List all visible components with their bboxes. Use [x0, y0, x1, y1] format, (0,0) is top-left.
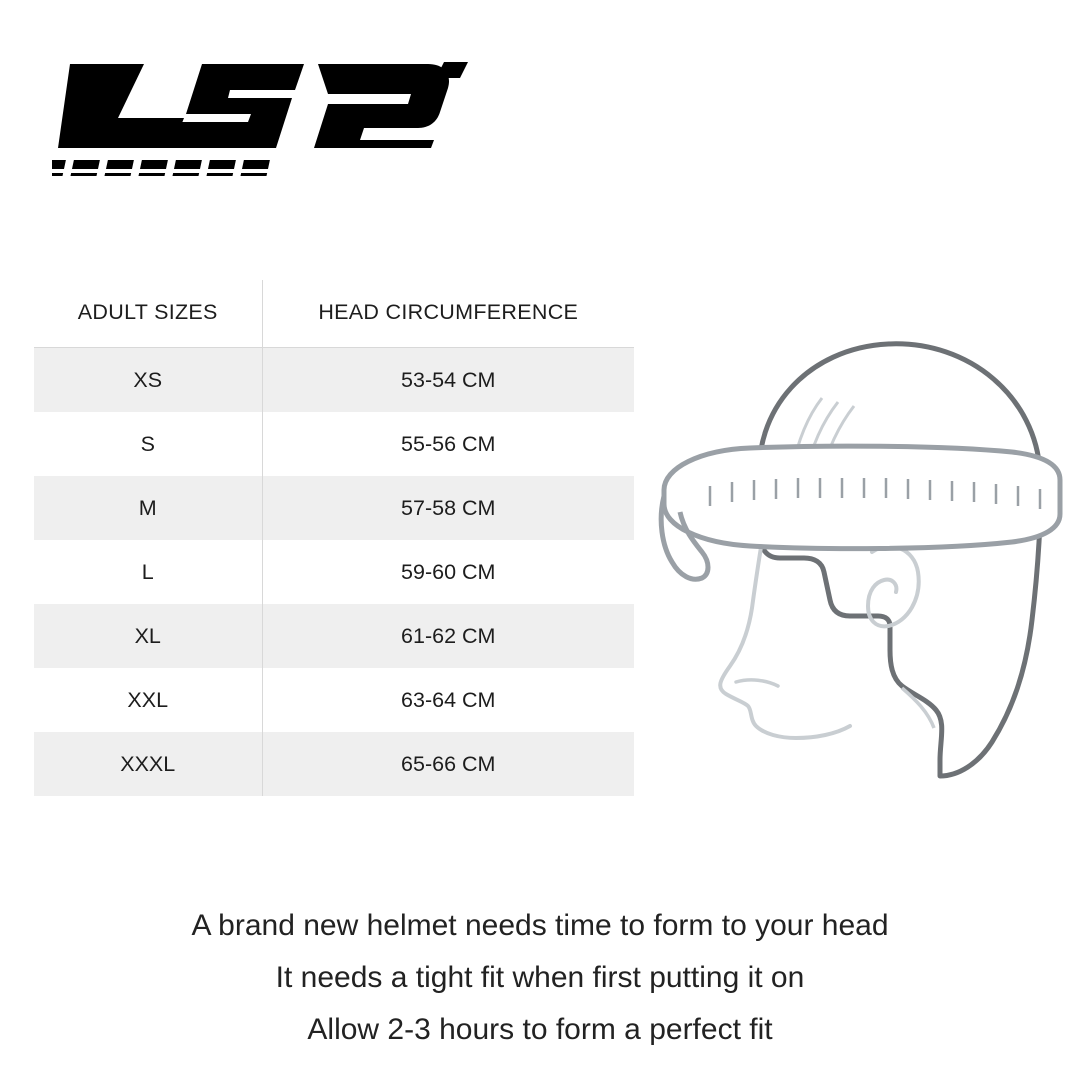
cell-size: XS — [34, 348, 262, 413]
column-header-adult-sizes: ADULT SIZES — [34, 280, 262, 348]
cell-size: XL — [34, 604, 262, 668]
cell-circumference: 59-60 CM — [262, 540, 634, 604]
cell-size: L — [34, 540, 262, 604]
brand-logo — [52, 56, 472, 176]
cell-circumference: 63-64 CM — [262, 668, 634, 732]
table-row — [34, 732, 634, 796]
cell-size: M — [34, 476, 262, 540]
measuring-tape — [661, 446, 1060, 579]
table-row — [34, 604, 634, 668]
size-chart-table — [34, 280, 634, 796]
table-header-row — [34, 280, 634, 348]
table-row — [34, 668, 634, 732]
table-row — [34, 540, 634, 604]
note-line: Allow 2-3 hours to form a perfect fit — [307, 1013, 773, 1046]
table-row — [34, 348, 634, 413]
table-row — [34, 476, 634, 540]
note-line: A brand new helmet needs time to form to your head — [191, 909, 889, 942]
cell-circumference: 57-58 CM — [262, 476, 634, 540]
cell-circumference: 53-54 CM — [262, 348, 634, 413]
ls2-helmets-logo-icon — [52, 56, 472, 176]
cell-circumference: 61-62 CM — [262, 604, 634, 668]
cell-size: XXL — [34, 668, 262, 732]
cell-circumference: 55-56 CM — [262, 412, 634, 476]
head-measurement-diagram-icon — [640, 290, 1070, 790]
logo-secondary-text — [52, 176, 53, 177]
cell-size: S — [34, 412, 262, 476]
column-header-head-circumference: HEAD CIRCUMFERENCE — [262, 280, 634, 348]
head-measurement-illustration — [640, 290, 1070, 790]
fit-advice-note — [0, 900, 1080, 1056]
table-row — [34, 412, 634, 476]
logo-primary-text — [52, 176, 53, 177]
cell-size: XXXL — [34, 732, 262, 796]
cell-circumference: 65-66 CM — [262, 732, 634, 796]
note-line: It needs a tight fit when first putting it on — [275, 961, 805, 994]
